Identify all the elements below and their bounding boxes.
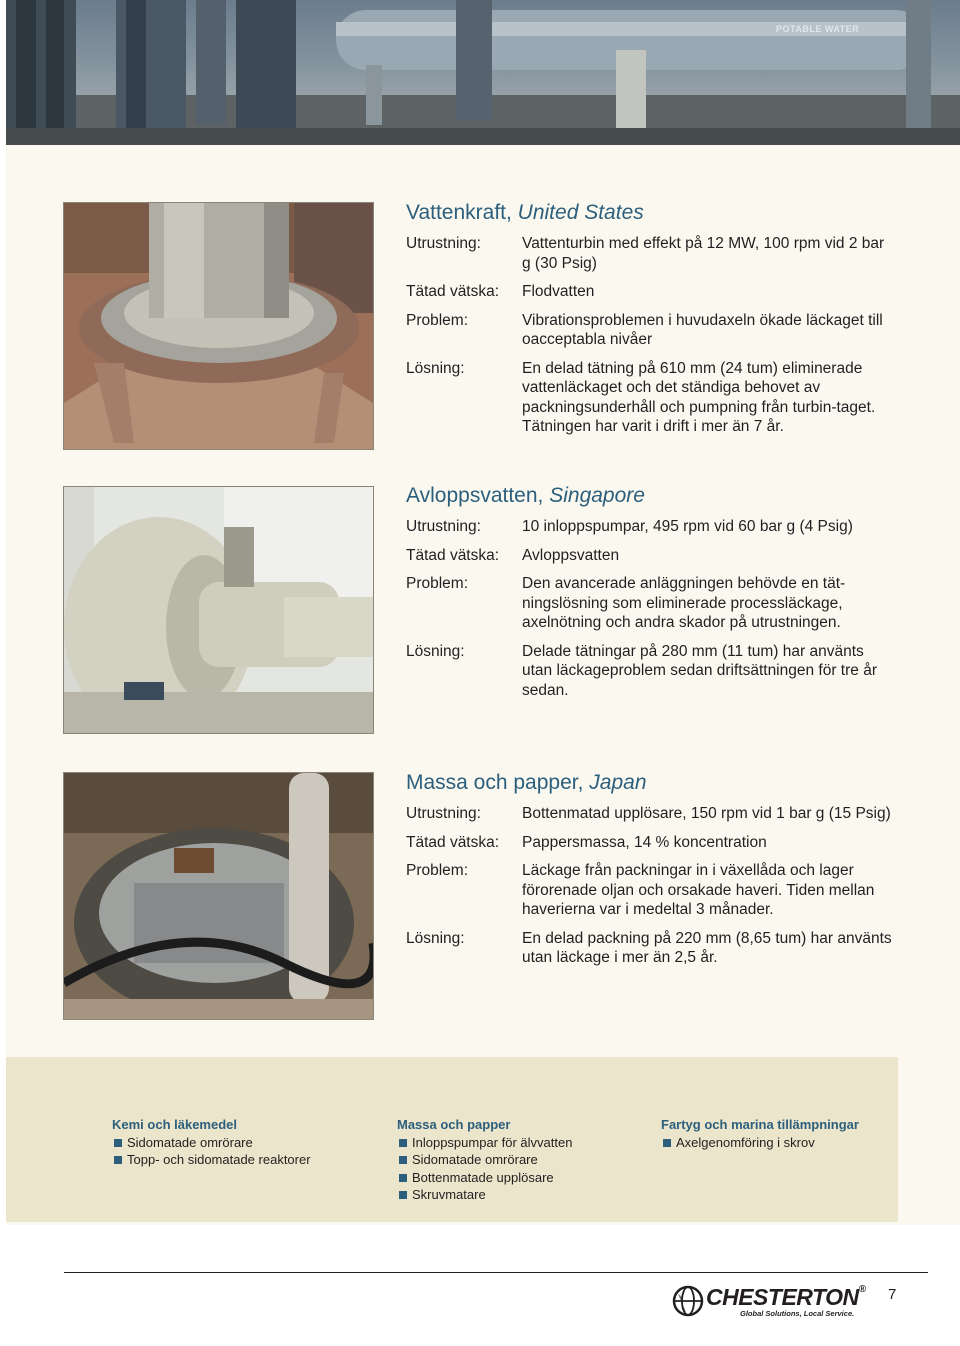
list-item: Sidomatade omrörare (397, 1151, 572, 1169)
problem-row (406, 861, 926, 920)
case-hydropower (406, 200, 926, 446)
fluid-row (406, 282, 926, 302)
row-label: Tätad vätska: (406, 283, 500, 300)
photo-hydro-turbine (63, 202, 374, 450)
case-location: United States (517, 201, 644, 224)
case-location: Japan (589, 771, 647, 794)
equipment-row (406, 234, 926, 273)
list-item: Bottenmatade upplösare (397, 1169, 572, 1187)
row-value: Bottenmatad upplösare, 150 rpm vid 1 bar g (15 Psig) (522, 805, 891, 822)
equipment-row (406, 517, 926, 537)
list-item: Inloppspumpar för älvvatten (397, 1134, 572, 1152)
row-label: Utrustning: (406, 518, 481, 535)
problem-row (406, 574, 926, 633)
row-value: Läckage från packningar in i växellåda och lager förorenade oljan och orsakade haveri. Tiden mellan haverierna var i medeltal 3 månader. (522, 862, 875, 918)
row-value: Avloppsvatten (522, 546, 620, 564)
fluid-row (406, 833, 926, 853)
hero-sign-label: POTABLE WATER (776, 24, 860, 34)
row-label: Problem: (406, 575, 469, 592)
case-title: Massa och papper, Japan (406, 771, 647, 794)
problem-row (406, 311, 926, 350)
solution-row (406, 642, 926, 701)
list-pulp-paper (397, 1116, 572, 1204)
row-label: Utrustning: (406, 235, 481, 252)
row-value: Vattenturbin med effekt på 12 MW, 100 rpm vid 2 bar g (30 Psig) (522, 235, 885, 272)
row-label: Tätad vätska: (406, 546, 500, 564)
list-heading: Kemi och läkemedel (112, 1117, 237, 1132)
case-title: Avloppsvatten, Singapore (406, 484, 645, 507)
row-value: Den avancerade anläggningen behövde en tät-ningslösning som eliminerade processläckage, axelnötning och andra skador på utrustningen. (522, 575, 846, 631)
footer-divider (64, 1272, 928, 1273)
case-title: Vattenkraft, United States (406, 201, 644, 224)
case-location: Singapore (549, 484, 645, 507)
photo-sewage-pump (63, 486, 374, 734)
row-value: En delad packning på 220 mm (8,65 tum) har använts utan läckage i mer än 2,5 år. (522, 929, 892, 966)
list-chemical-pharma (112, 1116, 311, 1169)
globe-icon (672, 1285, 704, 1317)
row-value: Flodvatten (522, 283, 595, 300)
row-label: Tätad vätska: (406, 833, 500, 851)
row-label: Lösning: (406, 929, 465, 947)
row-label: Lösning: (406, 642, 465, 660)
fluid-row (406, 546, 926, 566)
page-number: 7 (888, 1286, 897, 1303)
logo-wordmark: CHESTERTON® (706, 1284, 866, 1310)
photo-pulper (63, 772, 374, 1020)
case-pulp-paper (406, 770, 926, 977)
row-value: 10 inloppspumpar, 495 rpm vid 60 bar g (4 Psig) (522, 518, 853, 535)
list-item: Skruvmatare (397, 1186, 572, 1204)
hero-photo (6, 0, 960, 145)
list-item: Sidomatade omrörare (112, 1134, 311, 1152)
row-value: Delade tätningar på 280 mm (11 tum) har använts utan läckageproblem sedan driftsättningen för tre år sedan. (522, 642, 877, 699)
row-value: Vibrationsproblemen i huvudaxeln ökade läckaget till oacceptabla nivåer (522, 311, 883, 348)
case-sewage (406, 483, 926, 709)
row-label: Problem: (406, 862, 469, 879)
list-item: Axelgenomföring i skrov (661, 1134, 859, 1152)
row-label: Lösning: (406, 359, 465, 377)
row-label: Utrustning: (406, 805, 481, 822)
row-value: Pappersmassa, 14 % koncentration (522, 833, 767, 851)
solution-row (406, 929, 926, 968)
list-item: Topp- och sidomatade reaktorer (112, 1151, 311, 1169)
logo-tagline: Global Solutions, Local Service. (740, 1309, 855, 1318)
row-label: Problem: (406, 311, 469, 329)
chesterton-logo (672, 1284, 866, 1322)
list-heading: Massa och papper (397, 1117, 511, 1132)
solution-row (406, 359, 926, 437)
list-heading: Fartyg och marina tillämpningar (661, 1117, 859, 1132)
equipment-row (406, 804, 926, 824)
list-marine (661, 1116, 859, 1151)
row-value: En delad tätning på 610 mm (24 tum) eliminerade vattenläckaget och det ständiga behovet av packningsunderhåll och pumpning från turbin-taget. Tätningen har varit i drift i mer än 7 år. (522, 359, 876, 435)
